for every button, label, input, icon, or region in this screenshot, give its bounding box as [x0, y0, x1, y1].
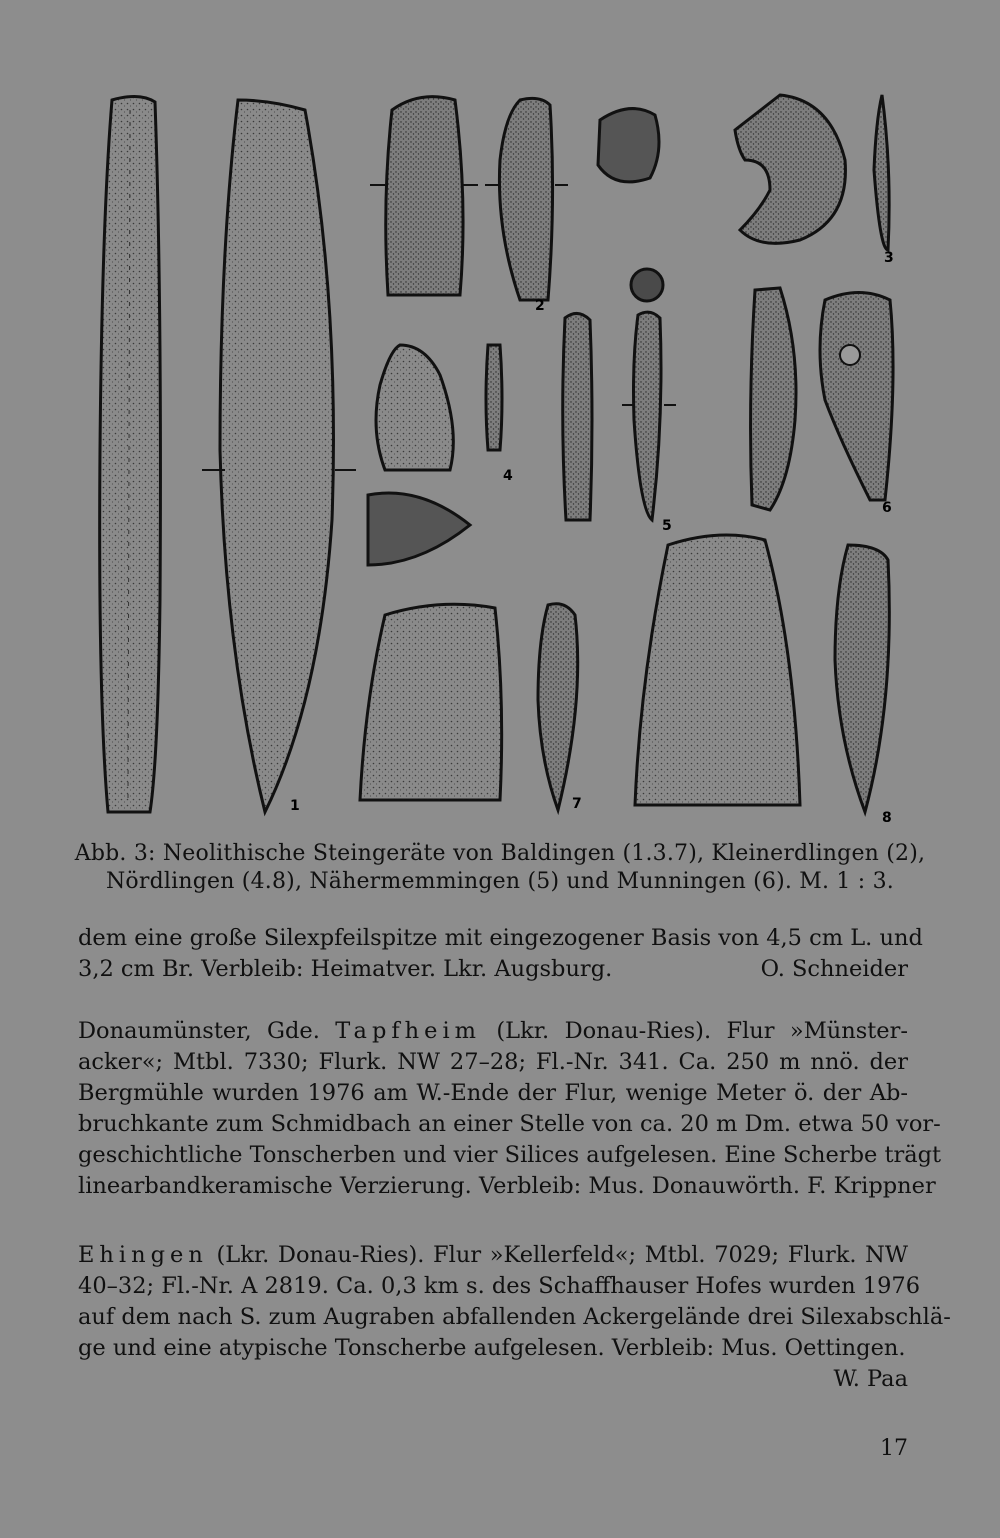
- artifact-1-blade: [202, 100, 356, 812]
- para2-line-4: bruchkante zum Schmidbach an einer Stelle von ca. 20 m Dm. etwa 50 vor-: [78, 1111, 941, 1137]
- figure-caption: [0, 840, 1000, 896]
- artifact-axe-large: [635, 535, 800, 805]
- figure-label-6: 6: [882, 500, 892, 516]
- artifact-5: [622, 312, 676, 520]
- para2-lead: Donaumünster, Gde.: [78, 1018, 320, 1044]
- para2-line-5: geschichtliche Tonscherben und vier Silices aufgelesen. Eine Scherbe trägt: [78, 1142, 942, 1168]
- figure-label-7: 7: [572, 796, 582, 812]
- artifact-adze-lower: [360, 604, 502, 800]
- para2-line-1-rest: (Lkr. Donau-Ries). Flur »Münster-: [496, 1018, 908, 1044]
- paragraph-3: [78, 1240, 951, 1395]
- artifact-crescent: [735, 95, 845, 243]
- figure-label-2: 2: [535, 298, 545, 314]
- artifact-triangle: [376, 345, 453, 470]
- para2-line-1: [78, 1016, 908, 1047]
- caption-line-2: Nördlingen (4.8), Nähermemmingen (5) und Munningen (6). M. 1 : 3.: [105, 869, 894, 894]
- paragraph-2: [78, 1016, 942, 1202]
- artifact-6: [820, 293, 893, 501]
- artifact-4: [486, 345, 502, 450]
- section-triangle: [368, 493, 470, 565]
- artifact-rod: [563, 313, 592, 520]
- artifact-2: [485, 98, 568, 300]
- figure-label-8: 8: [882, 810, 892, 826]
- para2-line-2: acker«; Mtbl. 7330; Flurk. NW 27–28; Fl.-Nr. 341. Ca. 250 m nnö. der: [78, 1049, 908, 1075]
- para1-line-1: dem eine große Silexpfeilspitze mit eingezogener Basis von 4,5 cm L. und: [78, 925, 923, 951]
- figure-label-5: 5: [662, 518, 672, 534]
- para2-line-6: linearbandkeramische Verzierung. Verbleib: Mus. Donauwörth. F. Krippner: [78, 1173, 936, 1199]
- figure-label-3: 3: [884, 250, 894, 266]
- artifact-flake: [751, 288, 796, 510]
- place-name-ehingen: Ehingen: [78, 1242, 208, 1268]
- artifact-7: [538, 604, 578, 810]
- caption-line-1: Abb. 3: Neolithische Steingeräte von Baldingen (1.3.7), Kleinerdlingen (2),: [74, 841, 926, 866]
- para3-line-3: auf dem nach S. zum Augraben abfallenden Ackergelände drei Silexabschlä-: [78, 1304, 951, 1330]
- author-signature-3: W. Paa: [833, 1366, 908, 1392]
- artifact-8: [835, 545, 889, 812]
- para3-line-4: ge und eine atypische Tonscherbe aufgelesen. Verbleib: Mus. Oettingen.: [78, 1335, 906, 1361]
- artifact-adze-upper: [370, 97, 478, 295]
- para3-line-1: [78, 1240, 908, 1271]
- author-signature-1: O. Schneider: [760, 956, 908, 982]
- paragraph-1: [78, 923, 923, 985]
- para2-line-3: Bergmühle wurden 1976 am W.-Ende der Flur, wenige Meter ö. der Ab-: [78, 1080, 908, 1106]
- artifact-1-outline: [100, 96, 161, 812]
- para1-line-2-text: 3,2 cm Br. Verbleib: Heimatver. Lkr. Augsburg.: [78, 956, 613, 982]
- para1-line-2: [78, 954, 908, 985]
- page-number: 17: [880, 1436, 908, 1461]
- section-2: [598, 109, 659, 182]
- figure-label-1: 1: [290, 798, 300, 814]
- para3-line-2: 40–32; Fl.-Nr. A 2819. Ca. 0,3 km s. des Schaffhauser Hofes wurden 1976: [78, 1273, 921, 1299]
- section-5: [631, 269, 663, 301]
- place-name-tapfheim: Tapfheim: [335, 1018, 482, 1044]
- para3-line-1-rest: (Lkr. Donau-Ries). Flur »Kellerfeld«; Mtbl. 7029; Flurk. NW: [216, 1242, 909, 1268]
- figure-label-4: 4: [503, 468, 513, 484]
- artifact-3: [874, 95, 889, 250]
